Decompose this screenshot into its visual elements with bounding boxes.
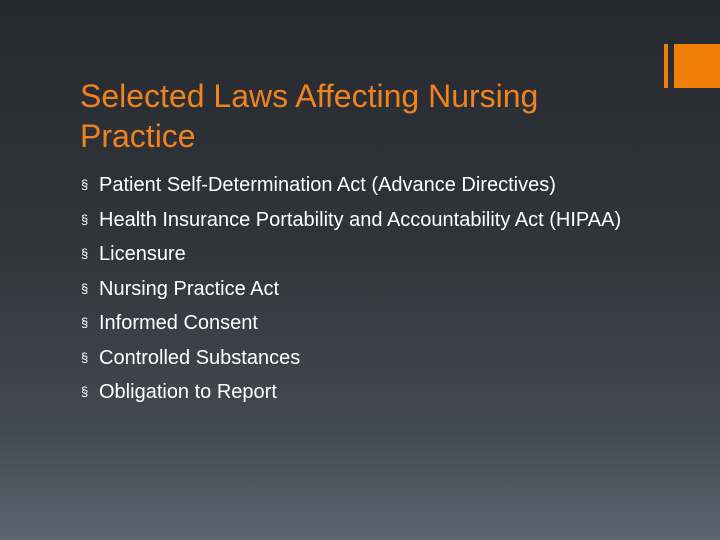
bullet-marker-icon: §: [81, 349, 89, 365]
bullet-marker-icon: §: [81, 246, 89, 261]
slide-title: Selected Laws Affecting Nursing Practice: [80, 78, 539, 154]
accent-bar-thick: [674, 44, 720, 88]
bullet-text: Controlled Substances: [99, 346, 301, 369]
bullet-text: Nursing Practice Act: [99, 277, 280, 300]
bullet-text: Licensure: [99, 243, 186, 265]
list-item: [80, 379, 660, 405]
bullet-marker-icon: §: [81, 177, 89, 192]
list-item: [80, 276, 660, 302]
list-item: [80, 172, 660, 198]
list-item: [80, 310, 660, 336]
bullet-text: Health Insurance Portability and Accountability Act (HIPAA): [99, 208, 622, 231]
bullet-list: [80, 172, 660, 414]
bullet-text: Informed Consent: [99, 312, 258, 334]
bullet-text: Patient Self-Determination Act (Advance Directives): [99, 174, 556, 196]
list-item: [80, 207, 660, 233]
bullet-marker-icon: §: [81, 211, 89, 227]
bullet-marker-icon: §: [81, 280, 89, 296]
accent-bar-thin: [664, 44, 668, 88]
bullet-text: Obligation to Report: [99, 381, 277, 403]
list-item: [80, 241, 660, 267]
bullet-marker-icon: §: [81, 315, 89, 330]
list-item: [80, 345, 660, 371]
bullet-marker-icon: §: [81, 384, 89, 399]
